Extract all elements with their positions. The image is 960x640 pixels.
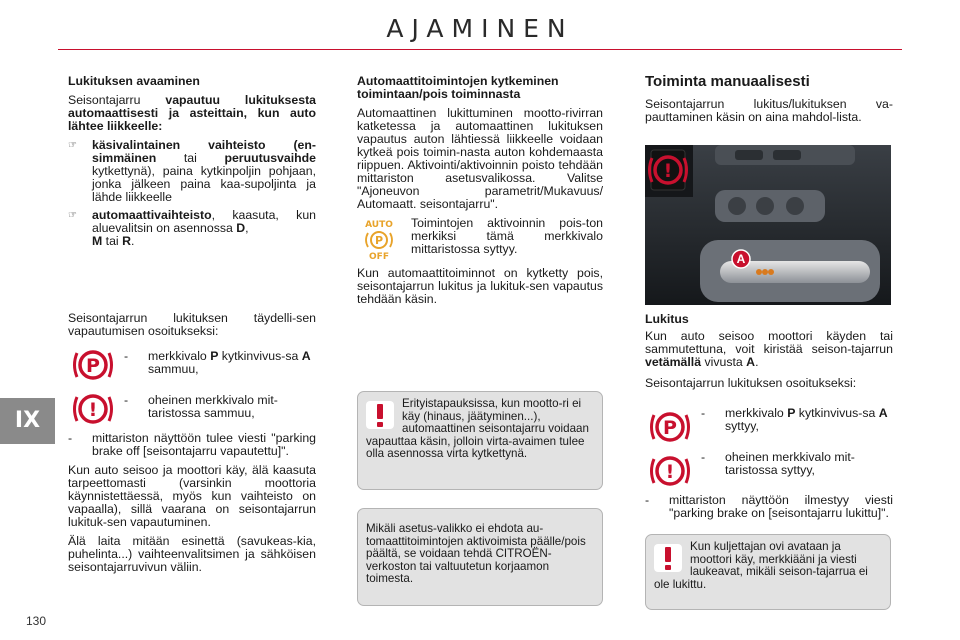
unlock-confirm-text: Seisontajarrun lukituksen täydelli-sen vapautumisen osoitukseksi: (68, 311, 316, 338)
chapter-tab: IX (0, 398, 55, 444)
stopped-paragraph: Kun auto seisoo ja moottori käy, älä kaasuta tarpeettomasti (varsinkin moottoria käynnistettäessä, myös kun vaihteisto on vapaalla), sillä vaarana on seisontajarrun lukituk-sen vapautuminen. (68, 463, 316, 529)
brake-warning-icon (645, 450, 695, 492)
list-item: - mittariston näyttöön ilmestyy viesti "parking brake on [seisontajarru lukittu]". (645, 493, 893, 520)
bullet-arrow-icon: ☞ (68, 140, 77, 151)
auto-off-after: Kun automaattitoiminnot on kytketty pois, seisontajarrun lukitus ja lukituk-sen vapautus tehdään käsin. (357, 266, 603, 306)
unlock-heading: Lukituksen avaaminen (68, 74, 200, 88)
parking-brake-icon (68, 344, 118, 386)
lock-text: Kun auto seisoo moottori käyden tai sammutettuna, voit kiristää seison-tajarrun vetämällä vivusta A. (645, 329, 893, 369)
column-2 (357, 75, 603, 312)
column-3-lower (645, 313, 893, 520)
column-1 (68, 75, 316, 580)
list-item: ☞ käsivalintainen vaihteisto (en-simmäinen tai peruutusvaihde kytkettynä), paina kytkinpoljin pohjaan, jonka jälkeen paina kaa-supoljinta ja lähde liikkeelle (68, 138, 316, 204)
list-item: ☞ automaattivaihteisto, kaasuta, kun aluevalitsin on asennossa D, M tai R. (68, 208, 316, 248)
no-objects-paragraph: Älä laita mitään esinettä (savukeas-kia, puhelinta...) vaihteenvalitsimen ja sähköisen seisontajarruvivun väliin. (68, 534, 316, 574)
note-box (357, 508, 603, 606)
auto-off-text: Toimintojen aktivoinnin pois-ton merkiksi tämä merkkivalo mittaristossa syttyy. (411, 216, 603, 256)
parking-brake-photo (645, 145, 891, 305)
note-text: Kun kuljettajan ovi avataan ja moottori käy, merkkiääni ja viesti laukeavat, mikäli seison-tajarrua ei ole lukittu. (654, 540, 868, 591)
svg-text:AUTO: AUTO (365, 220, 393, 230)
manual-intro: Seisontajarrun lukitus/lukituksen va-pauttaminen käsin on aina mahdol-lista. (645, 97, 893, 124)
auto-functions-body: Automaattinen lukittuminen mootto-rivirran katketessa ja automaattinen lukituksen vapautus auton lähtiessä liikkeelle voidaan kytkeä pois toimin-nasta auton kohdemaasta riippuen. Aktivointi/aktivoinnin poisto tehdään mittariston asetusvalikossa. Valitse "Ajoneuvon parametrit/Mukavuus/ Automaatt. seisontajarru". (357, 106, 603, 211)
auto-off-row (357, 217, 603, 261)
warning-exclamation-icon (654, 544, 682, 572)
svg-text:OFF: OFF (369, 252, 389, 261)
lock-confirm: Seisontajarrun lukituksen osoitukseksi: (645, 376, 857, 390)
note-box (357, 391, 603, 490)
note-text: Erityistapauksissa, kun mootto-ri ei käy (hinaus, jäätyminen...), automaattinen seisontajarru voidaan vapauttaa käsin, jolloin virta-avaimen tulee olla asennossa virta kytkettynä. (366, 397, 589, 460)
bullet-arrow-icon: ☞ (68, 210, 77, 221)
note-text: Mikäli asetus-valikko ei ehdota au-tomaattitoimintojen aktivoimista päälle/pois päältä, se voidaan tehdä CITROËN-verkoston tai valtuutetun korjaamon toimesta. (366, 522, 586, 585)
title-divider (58, 49, 902, 50)
column-3 (645, 75, 893, 130)
lock-heading: Lukitus (645, 312, 689, 326)
indicator-row: - oheinen merkkivalo mit-taristossa syttyy, (645, 450, 893, 492)
list-item: - mittariston näyttöön tulee viesti "parking brake off [seisontajarru vapautettu]". (68, 431, 316, 458)
page-number: 130 (26, 614, 47, 628)
auto-functions-heading: Automaattitoimintojen kytkeminen toimintaan/pois toiminnasta (357, 74, 559, 101)
indicator-row: - oheinen merkkivalo mit-taristossa sammuu, (68, 388, 316, 430)
brake-warning-icon (68, 388, 118, 430)
indicator-row: - merkkivalo P kytkinvivus-sa A sammuu, (68, 344, 316, 386)
note-box (645, 534, 891, 610)
photo-label-a: A (736, 252, 746, 266)
svg-text:P: P (374, 234, 384, 247)
indicator-row: - merkkivalo P kytkinvivus-sa A syttyy, (645, 406, 893, 448)
warning-exclamation-icon (366, 401, 394, 429)
page-title: AJAMINEN (386, 14, 574, 43)
parking-brake-icon (645, 406, 695, 448)
manual-heading: Toiminta manuaalisesti (645, 73, 810, 90)
unlock-intro: Seisontajarru vapautuu lukituksesta automaattisesti ja asteittain, kun auto lähtee liikkeelle: (68, 93, 316, 133)
auto-off-icon (357, 217, 401, 261)
